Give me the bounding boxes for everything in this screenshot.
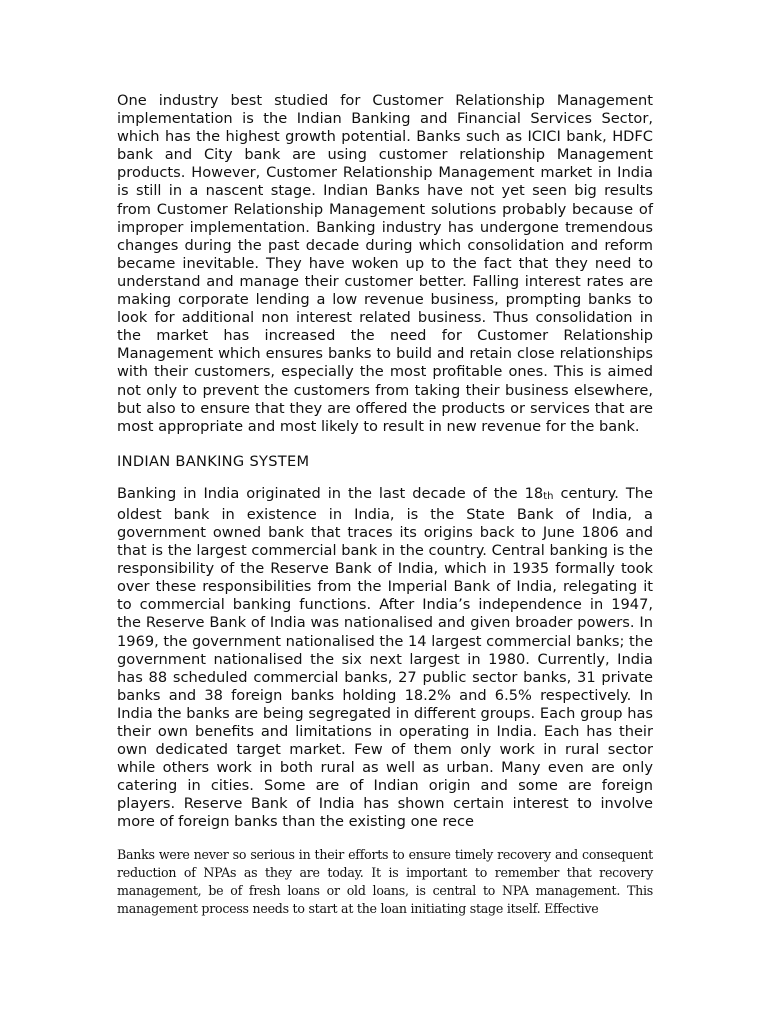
- document-page: [117, 92, 653, 918]
- paragraph-text-rest: century. The oldest bank in existence in India, is the State Bank of India, a government owned bank that traces its origins back to June 1806 and that is the largest commercial bank in the country. Central banking is the responsibility of the Reserve Bank of India, which in 1935 formally took over these responsibilities from the Imperial Bank of India, relegating it to commercial banking functions. After India’s independence in 1947, the Reserve Bank of India was nationalised and given broader powers. In 1969, the government nationalised the 14 largest commercial banks; the government nationalised the six next largest in 1980. Currently, India has 88 scheduled commercial banks, 27 public sector banks, 31 private banks and 38 foreign banks holding 18.2% and 6.5% respectively. In India the banks are being segregated in different groups. Each group has their own benefits and limitations in operating in India. Each has their own dedicated target market. Few of them only work in rural sector while others work in both rural as well as urban. Many even are only catering in cities. Some are of Indian origin and some are foreign players. Reserve Bank of India has shown certain interest to involve more of foreign banks than the existing one rece: [117, 484, 653, 831]
- crm-banking-paragraph: One industry best studied for Customer Relationship Management implementation is the Indian Banking and Financial Services Sector, which has the highest growth potential. Banks such as ICICI bank, HDFC bank and City bank are using customer relationship Management products. However, Customer Relationship Management market in India is still in a nascent stage. Indian Banks have not yet seen big results from Customer Relationship Management solutions probably because of improper implementation. Banking industry has undergone tremendous changes during the past decade during which consolidation and reform became inevitable. They have woken up to the fact that they need to understand and manage their customer better. Falling interest rates are making corporate lending a low revenue business, prompting banks to look for additional non interest related business. Thus consolidation in the market has increased the need for Customer Relationship Management which ensures banks to build and retain close relationships with their customers, especially the most profitable ones. This is aimed not only to prevent the customers from taking their business elsewhere, but also to ensure that they are offered the products or services that are most appropriate and most likely to result in new revenue for the bank.: [117, 92, 653, 435]
- ordinal-suffix: th: [543, 490, 554, 502]
- section-heading: INDIAN BANKING SYSTEM: [117, 452, 310, 470]
- npa-recovery-paragraph: Banks were never so serious in their efforts to ensure timely recovery and consequent reduction of NPAs as they are today. It is important to remember that recovery management, be of fresh loans or old loans, is central to NPA management. This management process needs to start at the loan initiating stage itself. Effective: [117, 846, 653, 917]
- indian-banking-paragraph: [117, 485, 653, 832]
- paragraph-text-start: Banking in India originated in the last decade of the 18: [117, 484, 544, 502]
